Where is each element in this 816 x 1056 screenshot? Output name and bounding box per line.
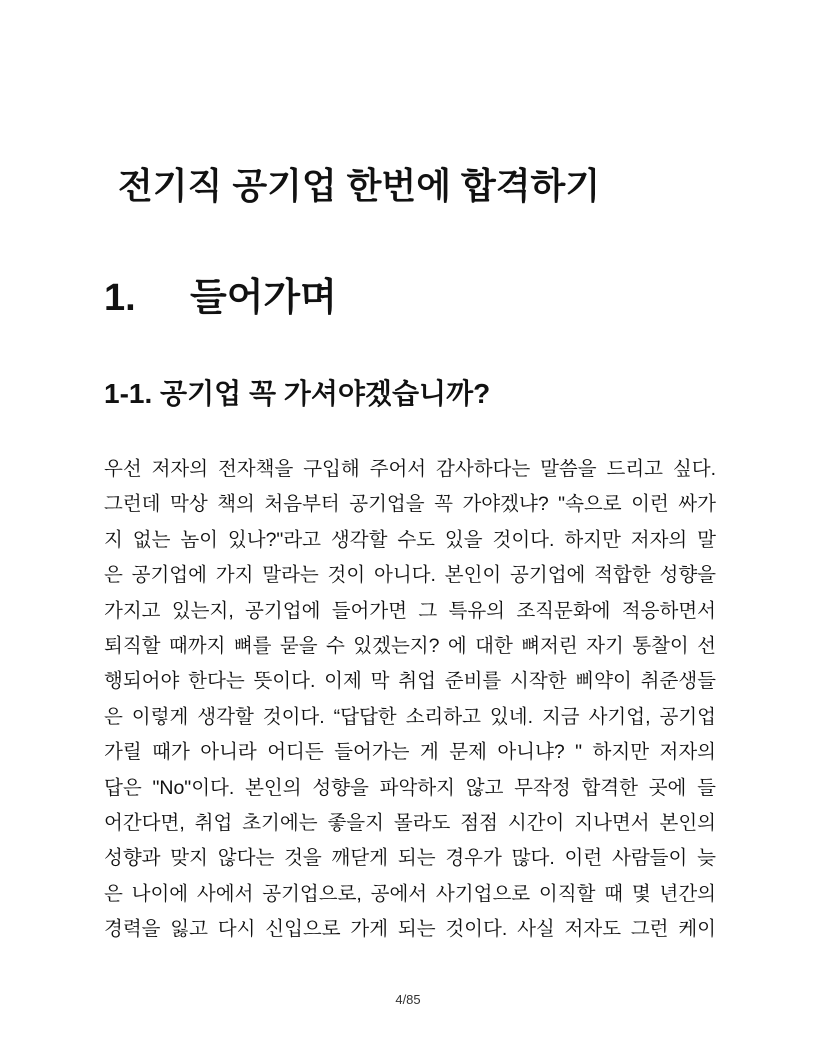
paragraph-line: 은 나이에 사에서 공기업으로, 공에서 사기업으로 이직할 때 몇 년간의 [104, 882, 716, 905]
paragraph-line: 성향과 맞지 않다는 것을 깨닫게 되는 경우가 많다. 이런 사람들이 늦 [104, 847, 716, 870]
page-number: 4/85 [395, 992, 421, 1007]
paragraph-line: 행되어야 한다는 뜻이다. 이제 막 취업 준비를 시작한 삐약이 취준생들 [104, 670, 716, 693]
chapter-number: 1. [104, 277, 136, 319]
document-title: 전기직 공기업 한번에 합격하기 [118, 165, 601, 206]
paragraph-line: 퇴직할 때까지 뼈를 묻을 수 있겠는지? 에 대한 뼈저린 자기 통찰이 선 [104, 634, 716, 657]
paragraph-line: 가지고 있는지, 공기업에 들어가면 그 특유의 조직문화에 적응하면서 [104, 599, 716, 622]
body-paragraph [104, 452, 716, 947]
paragraph-line: 그런데 막상 책의 처음부터 공기업을 꼭 가야겠냐? "속으로 이런 싸가 [104, 493, 716, 516]
paragraph-line: 가릴 때가 아니라 어디든 들어가는 게 문제 아니냐? " 하지만 저자의 [104, 741, 716, 764]
paragraph-line: 경력을 잃고 다시 신입으로 가게 되는 것이다. 사실 저자도 그런 케이 [104, 918, 716, 941]
paragraph-line: 은 공기업에 가지 말라는 것이 아니다. 본인이 공기업에 적합한 성향을 [104, 564, 716, 587]
paragraph-line: 지 없는 놈이 있나?"라고 생각할 수도 있을 것이다. 하지만 저자의 말 [104, 528, 716, 551]
section-heading: 1-1. 공기업 꼭 가셔야겠습니까? [104, 378, 491, 409]
chapter-heading [104, 266, 337, 321]
paragraph-line: 답은 "No"이다. 본인의 성향을 파악하지 않고 무작정 합격한 곳에 들 [104, 776, 716, 799]
paragraph-line: 우선 저자의 전자책을 구입해 주어서 감사하다는 말씀을 드리고 싶다. [104, 458, 716, 480]
chapter-title: 들어가며 [190, 277, 337, 319]
paragraph-line: 어간다면, 취업 초기에는 좋을지 몰라도 점점 시간이 지나면서 본인의 [104, 811, 716, 834]
paragraph-line: 은 이렇게 생각할 것이다. “답답한 소리하고 있네. 지금 사기업, 공기업 [104, 705, 716, 728]
